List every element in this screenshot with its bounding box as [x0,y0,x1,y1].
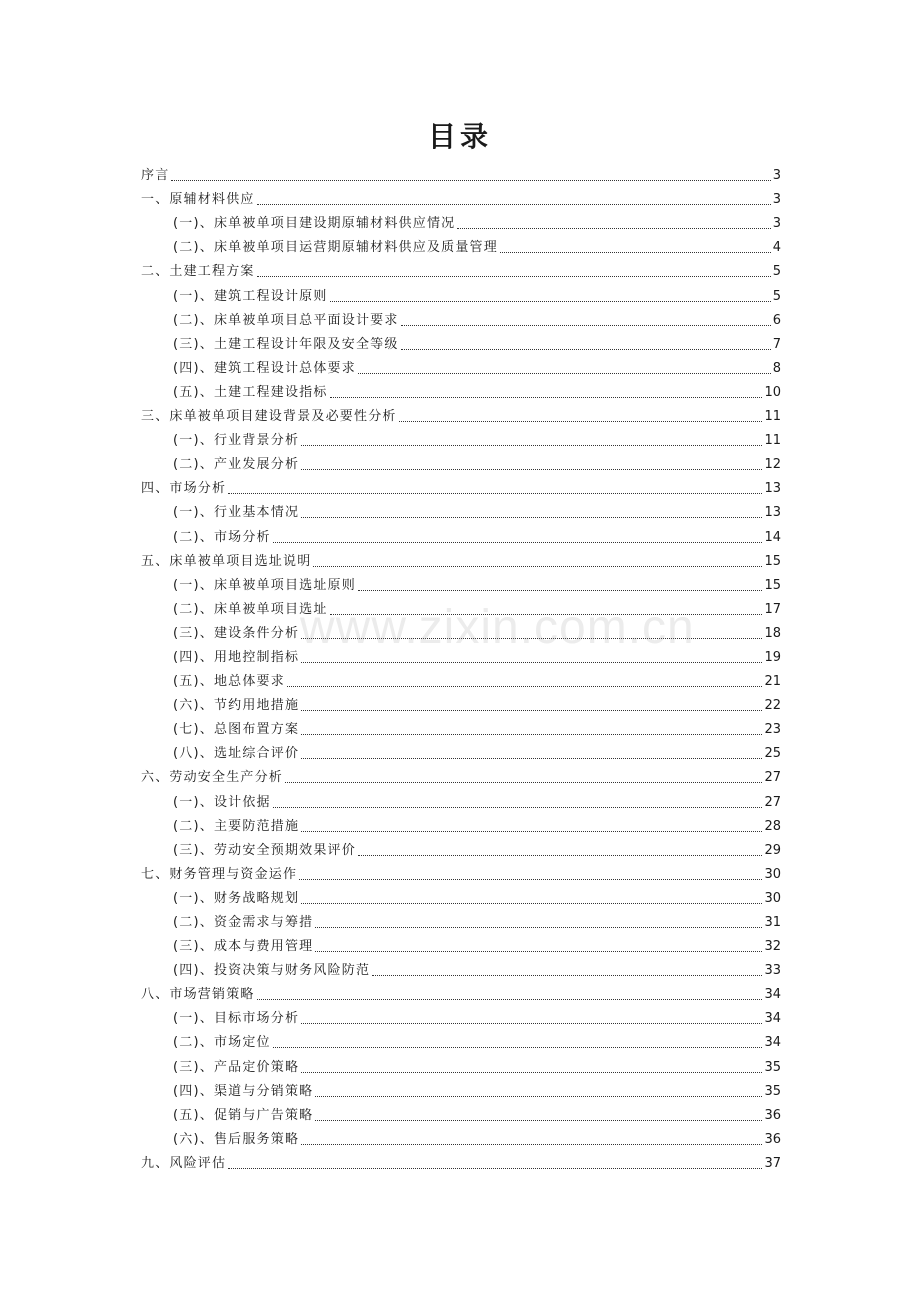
toc-subentry[interactable] [141,594,781,618]
toc-entry-label: (一)、财务战略规划 [173,890,300,906]
toc-entry-label: (六)、节约用地措施 [173,698,300,714]
dot-leader [228,492,762,494]
dot-leader [301,661,762,663]
toc-entry-label: (一)、行业基本情况 [173,505,300,521]
toc-entry[interactable] [141,160,781,184]
toc-entry-label: (五)、土建工程建设指标 [173,384,328,400]
toc-subentry[interactable] [141,835,781,859]
toc-entry-label: (五)、地总体要求 [173,674,285,690]
dot-leader [273,1046,763,1048]
toc-subentry[interactable] [141,280,781,304]
toc-entry-page-number: 31 [764,915,781,930]
toc-entry[interactable] [141,762,781,786]
toc-subentry[interactable] [141,786,781,810]
dot-leader [273,541,763,543]
toc-entry[interactable] [141,1148,781,1172]
toc-entry[interactable] [141,546,781,570]
toc-entry-page-number: 3 [772,168,781,184]
dot-leader [301,902,762,904]
toc-entry[interactable] [141,473,781,497]
toc-entry-label: (二)、资金需求与筹措 [173,915,314,930]
toc-entry-label: (一)、床单被单项目选址原则 [173,577,356,593]
toc-entry-label: (四)、建筑工程设计总体要求 [173,360,356,376]
dot-leader [301,830,762,832]
toc-entry-label: 七、财务管理与资金运作 [141,866,298,882]
toc-entry-label: 四、市场分析 [141,481,227,497]
toc-entry-page-number: 30 [764,866,781,882]
dot-leader [171,179,770,181]
toc-entry-label: (一)、床单被单项目建设期原辅材料供应情况 [173,216,456,232]
dot-leader [500,251,771,253]
toc-entry-label: (二)、市场分析 [173,529,271,545]
toc-entry-page-number: 34 [764,1035,781,1051]
dot-leader [301,468,762,470]
toc-entry-page-number: 5 [772,288,781,304]
toc-subentry[interactable] [141,811,781,835]
toc-subentry[interactable] [141,521,781,545]
toc-entry-label: (三)、成本与费用管理 [173,939,314,955]
toc-entry-page-number: 12 [764,457,781,473]
toc-subentry[interactable] [141,1124,781,1148]
toc-entry-page-number: 17 [764,601,781,617]
toc-subentry[interactable] [141,1100,781,1124]
toc-entry-label: 三、床单被单项目建设背景及必要性分析 [141,409,397,425]
toc-entry-page-number: 37 [764,1155,781,1171]
dot-leader [372,974,762,976]
toc-entry[interactable] [141,401,781,425]
toc-entry-label: (五)、促销与广告策略 [173,1107,314,1123]
toc-entry-label: (四)、投资决策与财务风险防范 [173,963,371,979]
dot-leader [330,613,763,615]
toc-subentry[interactable] [141,1076,781,1100]
toc-entry-page-number: 30 [764,890,781,906]
toc-subentry[interactable] [141,955,781,979]
toc-entry-page-number: 8 [772,360,781,376]
toc-subentry[interactable] [141,1027,781,1051]
watermark: www.zixin.com.cn [300,601,695,654]
dot-leader [301,709,762,711]
toc-entry-page-number: 29 [764,842,781,858]
toc-entry-page-number: 35 [764,1059,781,1075]
toc-entry-label: (一)、建筑工程设计原则 [173,288,328,304]
table-of-contents [141,160,781,1172]
dot-leader [401,324,771,326]
toc-entry-page-number: 3 [772,192,781,208]
toc-subentry[interactable] [141,907,781,931]
toc-entry-label: (二)、床单被单项目总平面设计要求 [173,312,399,328]
toc-entry-label: 五、床单被单项目选址说明 [141,553,312,569]
dot-leader [330,300,771,302]
toc-entry-label: 一、原辅材料供应 [141,192,255,208]
toc-entry-page-number: 15 [764,553,781,569]
toc-entry[interactable] [141,859,781,883]
toc-entry-page-number: 10 [764,384,781,400]
dot-leader [358,854,763,856]
dot-leader [301,1143,762,1145]
toc-subentry[interactable] [141,377,781,401]
toc-entry[interactable] [141,256,781,280]
toc-entry-page-number: 23 [764,722,781,738]
toc-entry-label: (四)、渠道与分销策略 [173,1083,314,1099]
dot-leader [273,806,763,808]
toc-entry-label: (三)、土建工程设计年限及安全等级 [173,336,399,352]
toc-subentry[interactable] [141,1003,781,1027]
toc-entry-page-number: 27 [764,770,781,786]
toc-subentry[interactable] [141,883,781,907]
dot-leader [287,685,763,687]
toc-entry-label: 九、风险评估 [141,1155,227,1171]
toc-entry-label: 序言 [141,168,170,184]
toc-entry-page-number: 36 [764,1131,781,1147]
toc-entry-page-number: 25 [764,746,781,762]
toc-entry-page-number: 28 [764,818,781,834]
toc-entry-label: (三)、产品定价策略 [173,1059,300,1075]
toc-entry-page-number: 5 [772,264,781,280]
toc-entry-label: (六)、售后服务策略 [173,1131,300,1147]
toc-entry[interactable] [141,979,781,1003]
dot-leader [358,589,763,591]
toc-entry-page-number: 21 [764,674,781,690]
dot-leader [313,565,762,567]
toc-entry-page-number: 13 [764,481,781,497]
toc-entry-page-number: 32 [764,939,781,955]
toc-entry-page-number: 33 [764,963,781,979]
toc-subentry[interactable] [141,305,781,329]
dot-leader [401,348,771,350]
dot-leader [301,637,762,639]
toc-subentry[interactable] [141,738,781,762]
toc-entry-page-number: 6 [772,312,781,328]
dot-leader [301,516,762,518]
dot-leader [330,396,763,398]
toc-entry-page-number: 22 [764,698,781,714]
toc-entry-label: (四)、用地控制指标 [173,649,300,665]
toc-entry-label: 八、市场营销策略 [141,987,255,1003]
toc-entry-page-number: 34 [764,987,781,1003]
toc-entry-label: (二)、床单被单项目运营期原辅材料供应及质量管理 [173,240,498,256]
toc-entry-label: (二)、床单被单项目选址 [173,601,328,617]
toc-entry-page-number: 35 [764,1083,781,1099]
toc-subentry[interactable] [141,666,781,690]
toc-entry-label: (八)、选址综合评价 [173,746,300,762]
toc-entry-label: (二)、市场定位 [173,1035,271,1051]
toc-entry-page-number: 4 [772,240,781,256]
toc-subentry[interactable] [141,1051,781,1075]
toc-subentry[interactable] [141,329,781,353]
toc-entry-label: (一)、设计依据 [173,794,271,810]
toc-entry-label: 二、土建工程方案 [141,264,255,280]
dot-leader [399,420,763,422]
toc-subentry[interactable] [141,425,781,449]
toc-entry-page-number: 14 [764,529,781,545]
toc-entry-label: (一)、目标市场分析 [173,1011,300,1027]
toc-subentry[interactable] [141,497,781,521]
toc-subentry[interactable] [141,931,781,955]
dot-leader [315,926,762,928]
toc-entry-page-number: 7 [772,336,781,352]
toc-entry-page-number: 34 [764,1011,781,1027]
toc-entry-page-number: 15 [764,577,781,593]
toc-subentry[interactable] [141,353,781,377]
dot-leader [301,733,762,735]
toc-entry-page-number: 18 [764,625,781,641]
toc-entry-page-number: 11 [764,433,781,449]
toc-entry-label: (二)、主要防范措施 [173,818,300,834]
toc-entry-label: (二)、产业发展分析 [173,457,300,473]
toc-entry-page-number: 11 [764,409,781,425]
toc-entry-page-number: 19 [764,649,781,665]
toc-entry-page-number: 3 [772,216,781,232]
dot-leader [257,203,771,205]
toc-subentry[interactable] [141,690,781,714]
dot-leader [315,950,762,952]
toc-entry-page-number: 36 [764,1107,781,1123]
dot-leader [301,1022,762,1024]
dot-leader [301,1071,762,1073]
toc-subentry[interactable] [141,618,781,642]
page-title: 目录 [427,120,492,153]
toc-entry-label: 六、劳动安全生产分析 [141,770,284,786]
dot-leader [301,444,762,446]
dot-leader [228,1167,762,1169]
toc-entry-label: (七)、总图布置方案 [173,722,300,738]
toc-entry-label: (三)、建设条件分析 [173,625,300,641]
dot-leader [315,1119,762,1121]
toc-entry-label: (三)、劳动安全预期效果评价 [173,842,356,858]
dot-leader [285,781,762,783]
toc-subentry[interactable] [141,449,781,473]
toc-entry[interactable] [141,184,781,208]
dot-leader [315,1095,762,1097]
dot-leader [257,275,771,277]
toc-subentry[interactable] [141,570,781,594]
dot-leader [257,998,763,1000]
dot-leader [358,372,771,374]
toc-entry-page-number: 27 [764,794,781,810]
toc-subentry[interactable] [141,232,781,256]
dot-leader [301,757,762,759]
dot-leader [299,878,762,880]
toc-entry-label: (一)、行业背景分析 [173,433,300,449]
dot-leader [457,227,770,229]
toc-entry-page-number: 13 [764,505,781,521]
toc-subentry[interactable] [141,208,781,232]
toc-subentry[interactable] [141,642,781,666]
toc-subentry[interactable] [141,714,781,738]
